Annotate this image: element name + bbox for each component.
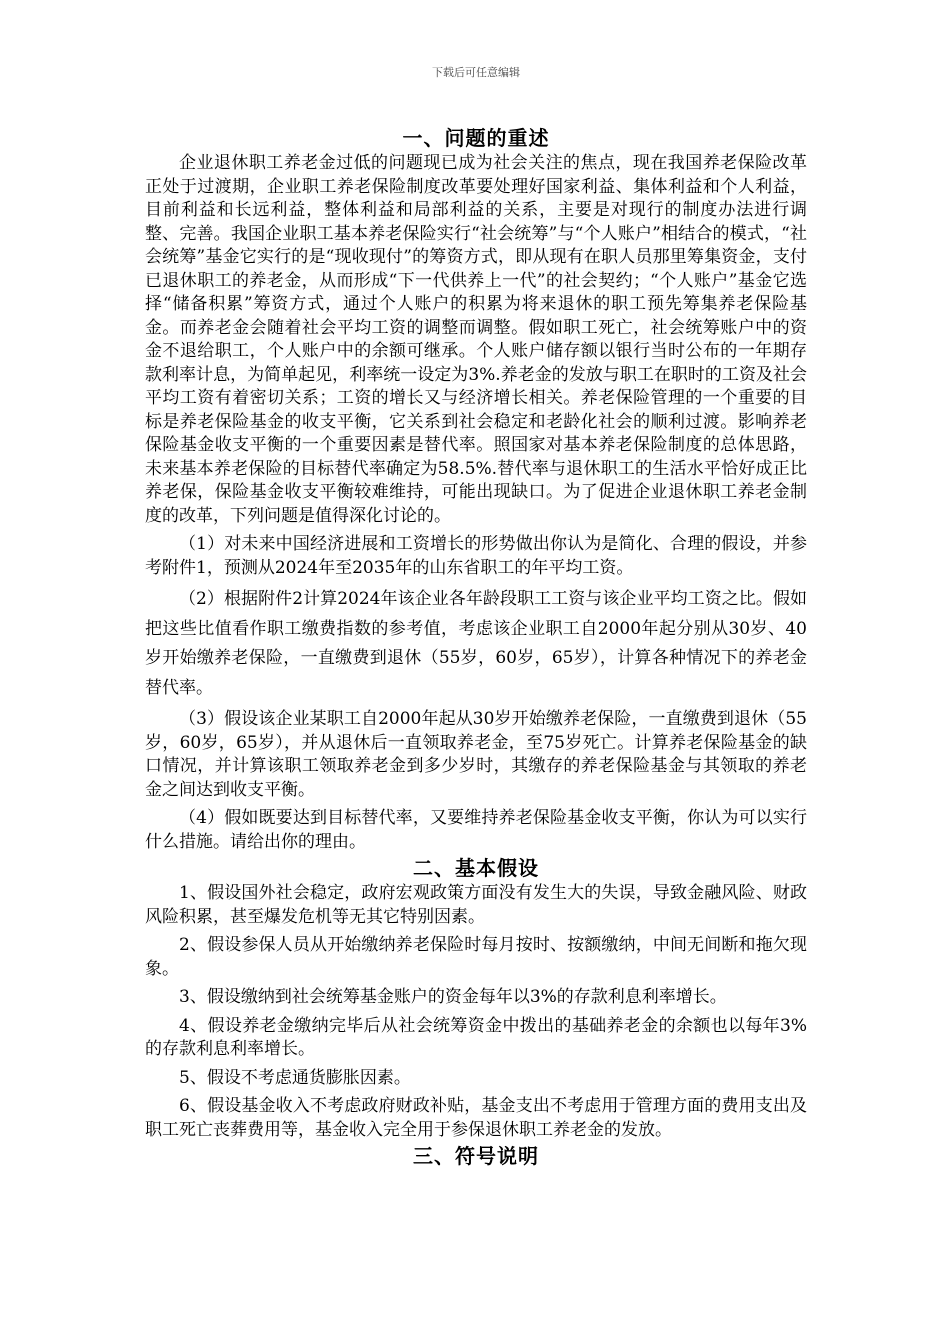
- assumption-item: 2、假设参保人员从开始缴纳养老保险时每月按时、按额缴纳，中间无间断和拖欠现象。: [145, 935, 807, 979]
- assumption-item: 4、假设养老金缴纳完毕后从社会统筹资金中拨出的基础养老金的余额也以每年3%的存款利息利率增长。: [145, 1015, 807, 1059]
- question-1: （1）对未来中国经济进展和工资增长的形势做出你认为是简化、合理的假设，并参考附件1，预测从2024年至2035年的山东省职工的年平均工资。: [145, 534, 807, 578]
- assumption-item: 6、假设基金收入不考虑政府财政补贴，基金支出不考虑用于管理方面的费用支出及职工死亡丧葬费用等，基金收入完全用于参保退休职工养老金的发放。: [145, 1096, 807, 1140]
- section-3-title: 三、符号说明: [413, 1144, 539, 1168]
- question-2: （2）根据附件2计算2024年该企业各年龄段职工工资与该企业平均工资之比。假如把这些比值看作职工缴费指数的参考值，考虑该企业职工自2000年起分别从30岁、40岁开始缴养老保险，一直缴费到退休（55岁，60岁，65岁），计算各种情况下的养老金替代率。: [145, 589, 807, 698]
- document-body: [145, 124, 807, 1170]
- assumption-item: 1、假设国外社会稳定，政府宏观政策方面没有发生大的失误，导致金融风险、财政风险积累，甚至爆发危机等无其它特别因素。: [145, 883, 807, 927]
- section-1-title: 一、问题的重述: [402, 126, 550, 150]
- question-4: （4）假如既要达到目标替代率，又要维持养老保险基金收支平衡，你认为可以实行什么措施。请给出你的理由。: [145, 808, 807, 852]
- assumption-item: 3、假设缴纳到社会统筹基金账户的资金每年以3%的存款利息利率增长。: [179, 987, 727, 1007]
- section-1-intro: 企业退休职工养老金过低的问题现已成为社会关注的焦点，现在我国养老保险改革正处于过渡期，企业职工养老保险制度改革要处理好国家利益、集体利益和个人利益，目前利益和长远利益，整体利益和局部利益的关系，主要是对现行的制度办法进行调整、完善。我国企业职工基本养老保险实行“社会统筹”与“个人账户”相结合的模式，“社会统筹”基金它实行的是“现收现付”的筹资方式，即从现有在职人员那里筹集资金，支付已退休职工的养老金，从而形成“下一代供养上一代”的社会契约；“个人账户”基金它选择“储备积累”筹资方式，通过个人账户的积累为将来退休的职工预先筹集养老保险基金。而养老金会随着社会平均工资的调整而调整。假如职工死亡，社会统筹账户中的资金不退给职工，个人账户中的余额可继承。个人账户储存额以银行当时公布的一年期存款利率计息，为简单起见，利率统一设定为3%.养老金的发放与职工在职时的工资及社会平均工资有着密切关系；工资的增长又与经济增长相关。养老保险管理的一个重要的目标是养老保险基金的收支平衡，它关系到社会稳定和老龄化社会的顺利过渡。影响养老保险基金收支平衡的一个重要因素是替代率。照国家对基本养老保险制度的总体思路，未来基本养老保险的目标替代率确定为58.5%.替代率与退休职工的生活水平恰好成正比养老保，保险基金收支平衡较难维持，可能出现缺口。为了促进企业退休职工养老金制度的改革，下列问题是值得深化讨论的。: [145, 153, 807, 526]
- assumption-item: 5、假设不考虑通货膨胀因素。: [179, 1067, 411, 1088]
- header-note: 下载后可任意编辑: [432, 66, 520, 79]
- section-2-title: 二、基本假设: [413, 856, 539, 880]
- question-3: （3）假设该企业某职工自2000年起从30岁开始缴养老保险，一直缴费到退休（55岁，60岁，65岁），并从退休后一直领取养老金，至75岁死亡。计算养老保险基金的缺口情况，并计算该职工领取养老金到多少岁时，其缴存的养老保险基金与其领取的养老金之间达到收支平衡。: [145, 709, 807, 800]
